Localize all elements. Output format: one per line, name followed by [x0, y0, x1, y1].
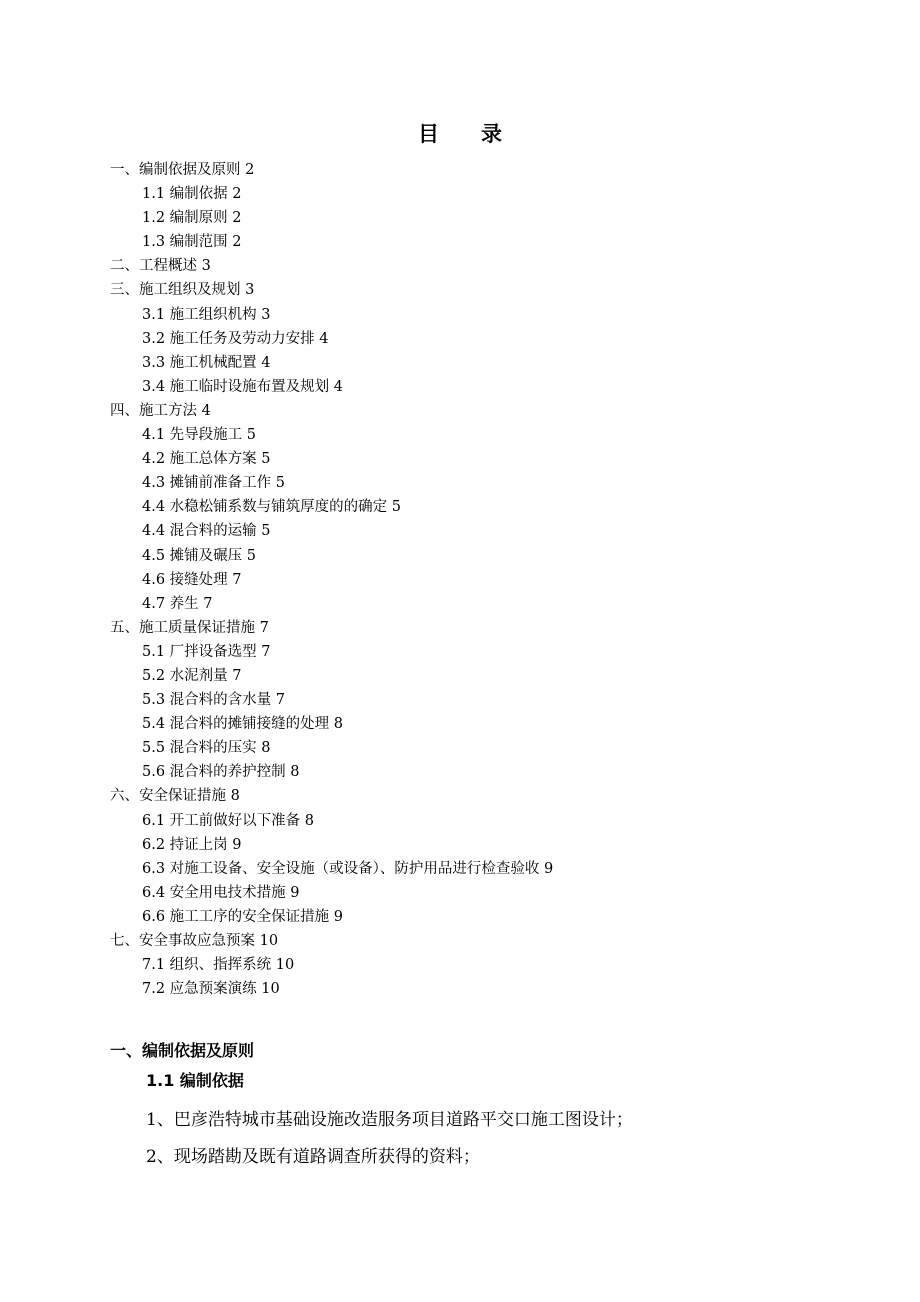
toc-title-left: 目 [418, 121, 439, 146]
toc-entry-section[interactable]: 3.3 施工机械配置 4 [142, 354, 271, 371]
toc-entry-chapter[interactable]: 一、编制依据及原则 2 [110, 162, 255, 178]
toc-entry-section[interactable]: 4.4 水稳松铺系数与铺筑厚度的的确定 5 [142, 499, 402, 516]
toc-entry-chapter[interactable]: 二、工程概述 3 [110, 258, 211, 275]
section-heading: 一、编制依据及原则 [110, 1041, 255, 1060]
toc-entry-section[interactable]: 7.2 应急预案演练 10 [142, 981, 280, 998]
toc-entry-section[interactable]: 3.2 施工任务及劳动力安排 4 [142, 330, 329, 347]
body-section [110, 1036, 830, 1176]
toc-entry-section[interactable]: 1.3 编制范围 2 [142, 234, 242, 251]
toc-entry-section[interactable]: 5.5 混合料的压实 8 [142, 740, 271, 757]
toc-entry-section[interactable]: 1.2 编制原则 2 [142, 210, 242, 227]
toc-entry-section[interactable]: 1.1 编制依据 2 [142, 186, 242, 203]
toc-entry-section[interactable]: 6.1 开工前做好以下准备 8 [142, 812, 315, 829]
toc-entry-section[interactable]: 6.6 施工工序的安全保证措施 9 [142, 908, 344, 925]
paragraph: 2、现场踏勘及既有道路调查所获得的资料； [146, 1147, 480, 1167]
toc-entry-section[interactable]: 5.4 混合料的摊铺接缝的处理 8 [142, 716, 344, 733]
toc-entry-section[interactable]: 4.5 摊铺及碾压 5 [142, 547, 257, 564]
toc-entry-chapter[interactable]: 四、施工方法 4 [110, 402, 211, 419]
toc-title [0, 118, 920, 148]
toc-entry-chapter[interactable]: 三、施工组织及规划 3 [110, 282, 255, 299]
toc-entry-section[interactable]: 5.1 厂拌设备选型 7 [142, 643, 271, 660]
paragraph: 1、巴彦浩特城市基础设施改造服务项目道路平交口施工图设计； [146, 1110, 633, 1130]
toc-entry-section[interactable]: 6.2 持证上岗 9 [142, 836, 242, 853]
toc-entry-section[interactable]: 5.2 水泥剂量 7 [142, 667, 242, 684]
toc-title-right: 录 [481, 121, 502, 146]
toc-entry-section[interactable]: 4.3 摊铺前准备工作 5 [142, 475, 286, 492]
toc-entry-section[interactable]: 4.2 施工总体方案 5 [142, 451, 271, 468]
toc-entry-chapter[interactable]: 五、施工质量保证措施 7 [110, 619, 269, 636]
toc-entry-chapter[interactable]: 七、安全事故应急预案 10 [110, 933, 279, 949]
toc-entry-section[interactable]: 6.4 安全用电技术措施 9 [142, 884, 300, 901]
toc-entry-section[interactable]: 7.1 组织、指挥系统 10 [142, 957, 295, 974]
toc-entry-section[interactable]: 4.7 养生 7 [142, 595, 213, 612]
toc-entry-section[interactable]: 5.6 混合料的养护控制 8 [142, 764, 300, 781]
toc-entry-section[interactable]: 6.3 对施工设备、安全设施（或设备）、防护用品进行检查验收 9 [142, 860, 554, 877]
toc-entry-section[interactable]: 4.6 接缝处理 7 [142, 571, 242, 588]
toc-entry-section[interactable]: 4.4 混合料的运输 5 [142, 523, 271, 540]
toc-entry-section[interactable]: 3.4 施工临时设施布置及规划 4 [142, 378, 344, 395]
toc-entry-chapter[interactable]: 六、安全保证措施 8 [110, 788, 240, 805]
table-of-contents [110, 158, 553, 1001]
toc-entry-section[interactable]: 5.3 混合料的含水量 7 [142, 692, 286, 709]
toc-entry-section[interactable]: 3.1 施工组织机构 3 [142, 306, 271, 323]
toc-entry-section[interactable]: 4.1 先导段施工 5 [142, 427, 257, 444]
subsection-heading: 1.1 编制依据 [146, 1071, 244, 1090]
